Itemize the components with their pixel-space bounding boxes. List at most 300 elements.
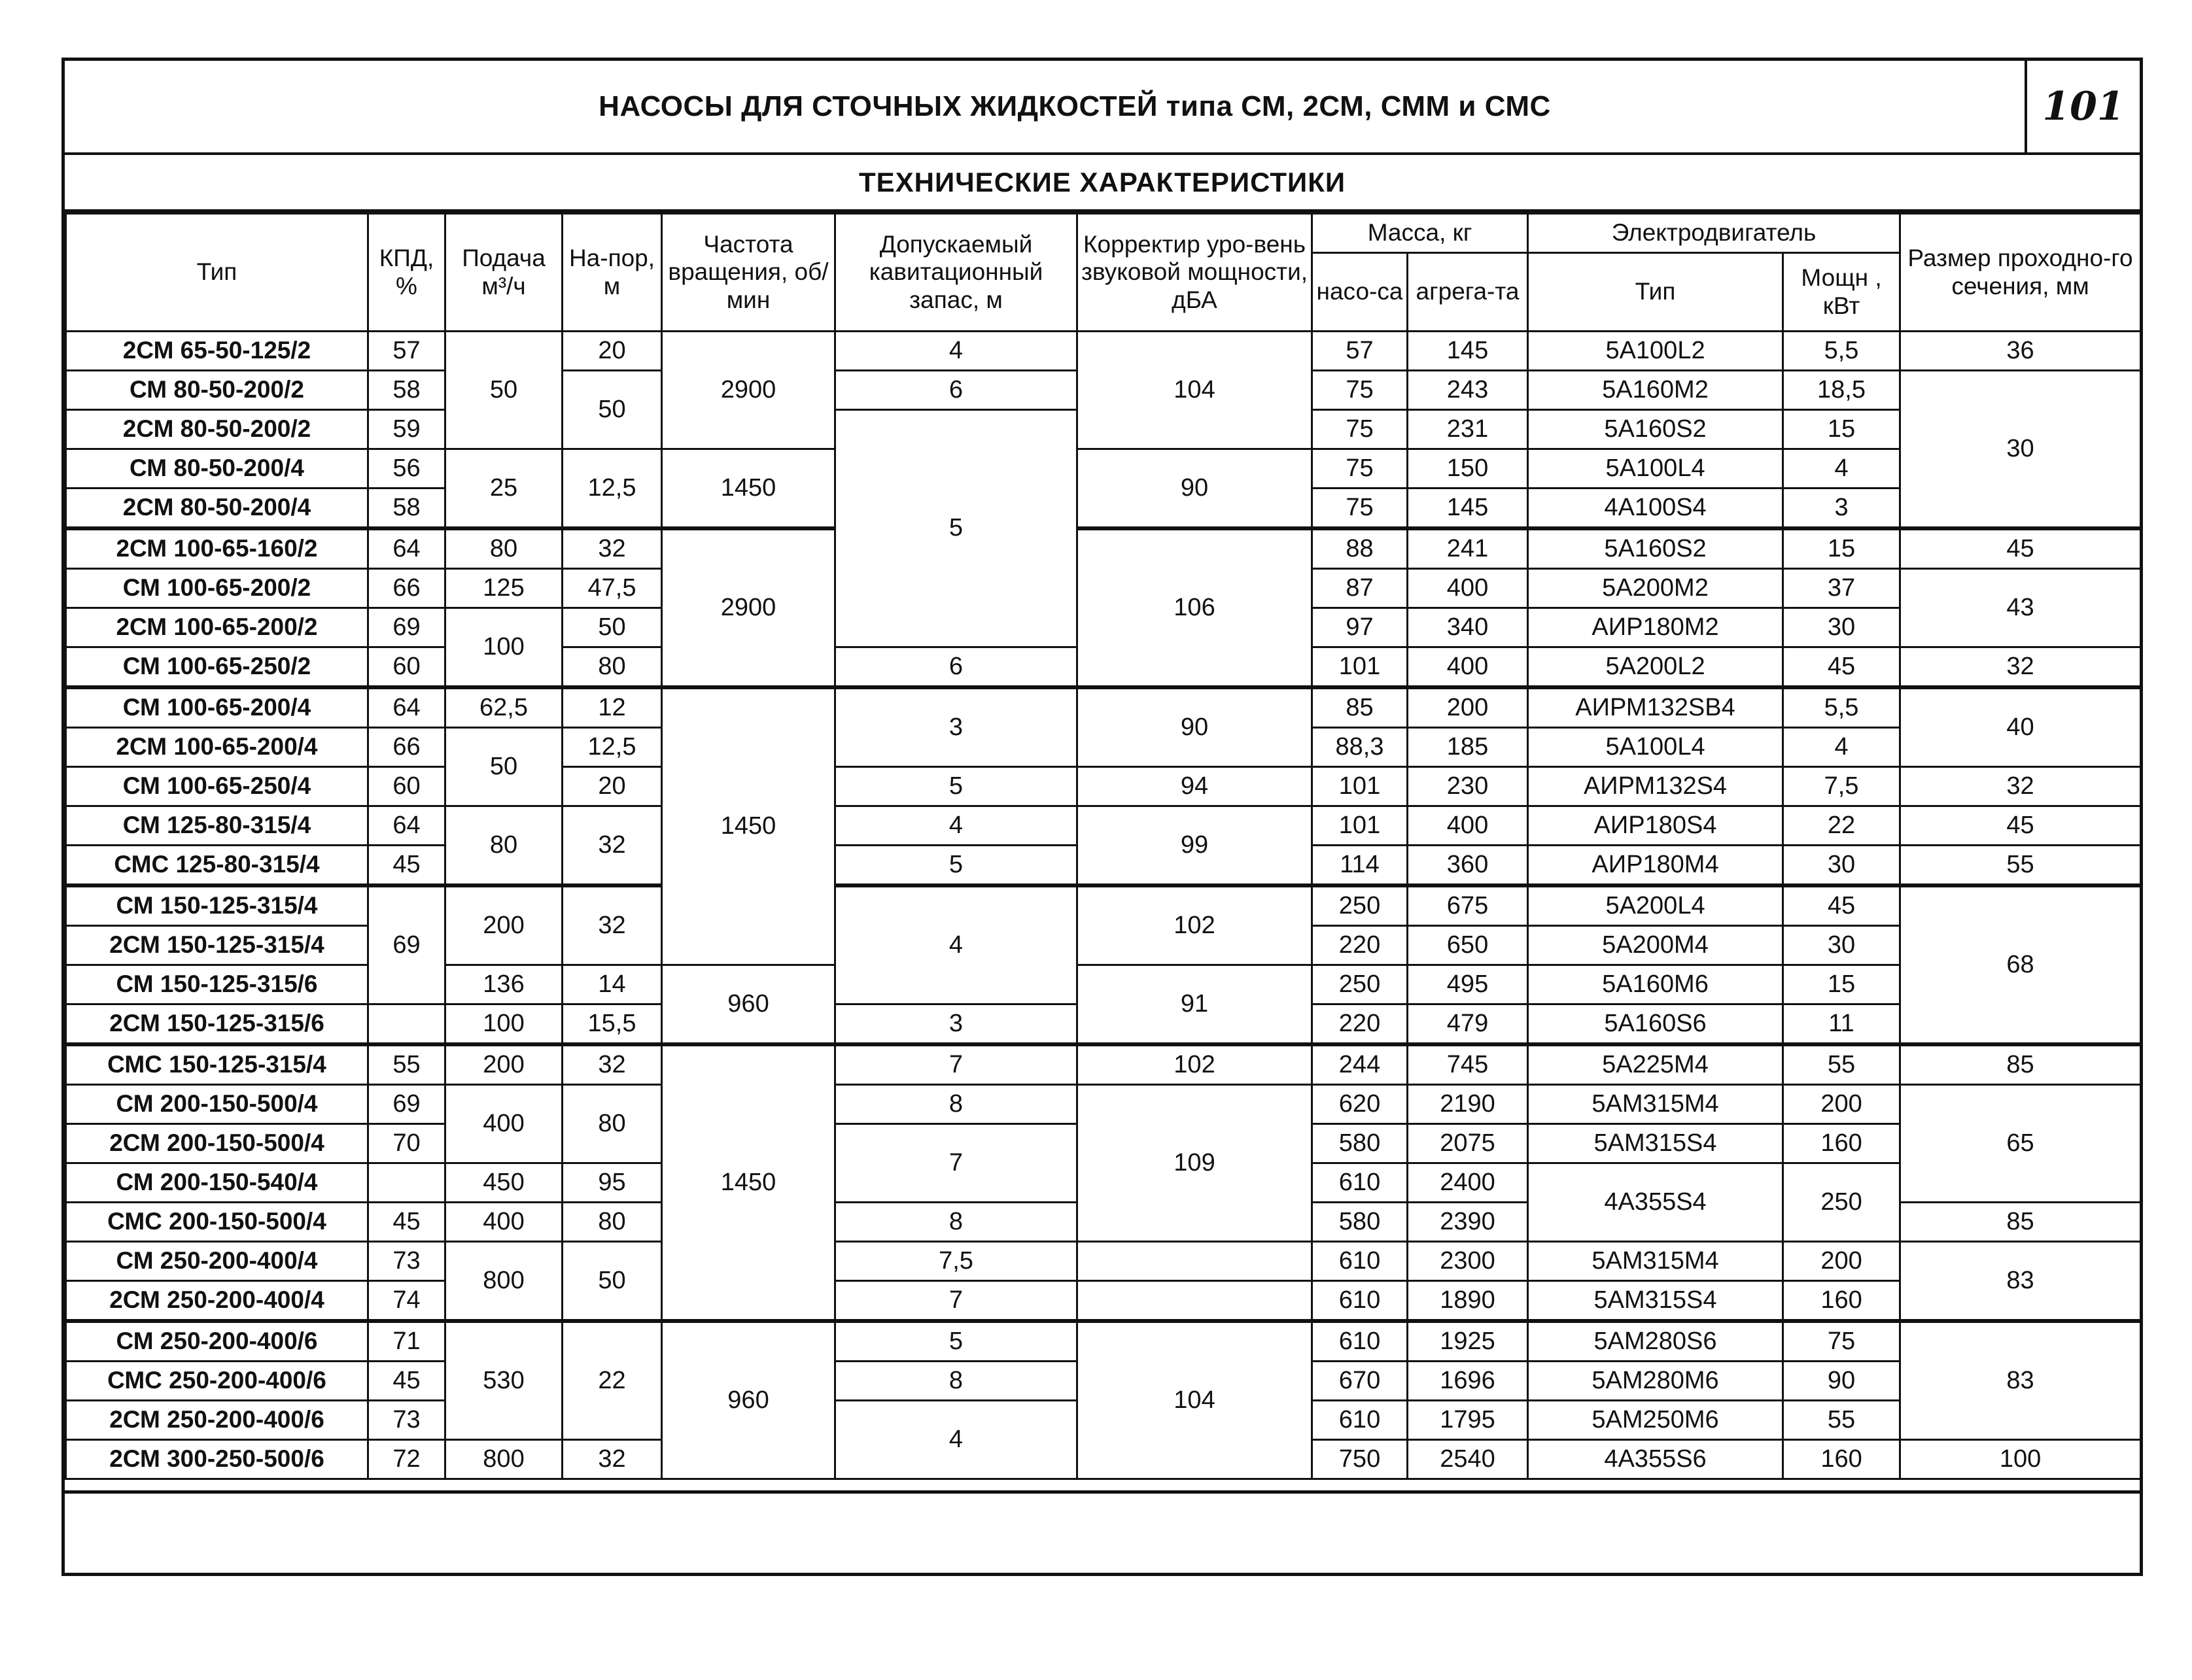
cell-npsh: 3 <box>835 687 1077 767</box>
cell-mp: 220 <box>1312 926 1408 965</box>
cell-ma: 675 <box>1408 885 1528 926</box>
table-row <box>66 767 2141 806</box>
cell-eff: 66 <box>368 728 445 767</box>
cell-ma: 241 <box>1408 528 1528 569</box>
cell-ma: 400 <box>1408 647 1528 688</box>
cell-type: 2СМ 80-50-200/2 <box>66 410 368 449</box>
cell-mp: 75 <box>1312 449 1408 489</box>
cell-type: СМС 125-80-315/4 <box>66 846 368 886</box>
cell-mt: 4А100S4 <box>1528 489 1783 529</box>
cell-flow: 450 <box>445 1163 563 1203</box>
cell-sz: 36 <box>1900 332 2141 371</box>
cell-mt: 4А355S6 <box>1528 1440 1783 1479</box>
cell-ma: 400 <box>1408 569 1528 608</box>
cell-ma: 479 <box>1408 1004 1528 1045</box>
cell-pw: 90 <box>1783 1362 1900 1401</box>
cell-flow: 50 <box>445 332 563 449</box>
cell-type: СМ 100-65-250/4 <box>66 767 368 806</box>
cell-flow: 25 <box>445 449 563 529</box>
cell-eff: 60 <box>368 767 445 806</box>
cell-type: 2СМ 150-125-315/6 <box>66 1004 368 1045</box>
cell-noise: 104 <box>1077 1321 1312 1479</box>
cell-head: 50 <box>563 608 662 647</box>
cell-eff: 57 <box>368 332 445 371</box>
cell-flow: 100 <box>445 608 563 688</box>
cell-head: 32 <box>563 806 662 886</box>
cell-eff: 64 <box>368 687 445 728</box>
cell-mp: 101 <box>1312 647 1408 688</box>
cell-flow: 530 <box>445 1321 563 1440</box>
cell-mp: 580 <box>1312 1124 1408 1163</box>
cell-head: 32 <box>563 1440 662 1479</box>
cell-noise <box>1077 1242 1312 1281</box>
cell-sz: 85 <box>1900 1203 2141 1242</box>
cell-speed: 1450 <box>662 687 835 965</box>
cell-eff: 58 <box>368 489 445 529</box>
cell-head: 50 <box>563 1242 662 1322</box>
cell-type: СМС 150-125-315/4 <box>66 1044 368 1085</box>
cell-head: 22 <box>563 1321 662 1440</box>
cell-npsh: 4 <box>835 885 1077 1004</box>
cell-mp: 101 <box>1312 806 1408 846</box>
cell-npsh: 3 <box>835 1004 1077 1045</box>
cell-npsh: 5 <box>835 846 1077 886</box>
cell-mp: 75 <box>1312 489 1408 529</box>
cell-head: 50 <box>563 371 662 449</box>
table-container <box>65 213 2140 1480</box>
cell-eff: 69 <box>368 608 445 647</box>
cell-type: 2СМ 250-200-400/6 <box>66 1401 368 1440</box>
cell-type: СМ 100-65-200/4 <box>66 687 368 728</box>
cell-pw: 55 <box>1783 1044 1900 1085</box>
header-efficiency: КПД, % <box>368 214 445 332</box>
cell-sz: 55 <box>1900 846 2141 886</box>
cell-mp: 87 <box>1312 569 1408 608</box>
cell-head: 12,5 <box>563 728 662 767</box>
cell-ma: 2075 <box>1408 1124 1528 1163</box>
cell-head: 15,5 <box>563 1004 662 1045</box>
cell-eff: 74 <box>368 1281 445 1322</box>
cell-sz: 100 <box>1900 1440 2141 1479</box>
cell-mt: 5АМ315S4 <box>1528 1281 1783 1322</box>
cell-type: СМ 125-80-315/4 <box>66 806 368 846</box>
cell-ma: 745 <box>1408 1044 1528 1085</box>
cell-ma: 400 <box>1408 806 1528 846</box>
cell-pw: 200 <box>1783 1085 1900 1124</box>
cell-head: 32 <box>563 885 662 965</box>
cell-ma: 495 <box>1408 965 1528 1004</box>
header-speed: Частота вращения, об/мин <box>662 214 835 332</box>
cell-head: 20 <box>563 332 662 371</box>
footer-box <box>65 1490 2140 1573</box>
cell-eff <box>368 1163 445 1203</box>
cell-sz: 85 <box>1900 1044 2141 1085</box>
cell-eff: 64 <box>368 806 445 846</box>
table-row <box>66 885 2141 926</box>
table-row <box>66 332 2141 371</box>
cell-eff: 45 <box>368 1203 445 1242</box>
cell-ma: 1696 <box>1408 1362 1528 1401</box>
cell-speed: 1450 <box>662 1044 835 1321</box>
cell-head: 80 <box>563 1203 662 1242</box>
cell-head: 80 <box>563 1085 662 1163</box>
cell-mt: 5АМ280М6 <box>1528 1362 1783 1401</box>
cell-ma: 145 <box>1408 489 1528 529</box>
cell-type: СМ 150-125-315/6 <box>66 965 368 1004</box>
cell-npsh: 7 <box>835 1281 1077 1322</box>
cell-pw: 45 <box>1783 885 1900 926</box>
cell-noise: 102 <box>1077 885 1312 965</box>
cell-eff: 59 <box>368 410 445 449</box>
cell-eff <box>368 1004 445 1045</box>
cell-mt: 5А160S2 <box>1528 410 1783 449</box>
cell-speed: 2900 <box>662 528 835 687</box>
cell-pw: 30 <box>1783 846 1900 886</box>
cell-pw: 45 <box>1783 647 1900 688</box>
cell-eff: 73 <box>368 1401 445 1440</box>
cell-sz: 68 <box>1900 885 2141 1044</box>
table-header <box>66 214 2141 332</box>
cell-eff: 58 <box>368 371 445 410</box>
cell-type: СМС 250-200-400/6 <box>66 1362 368 1401</box>
cell-type: СМ 100-65-200/2 <box>66 569 368 608</box>
cell-mp: 580 <box>1312 1203 1408 1242</box>
cell-noise: 91 <box>1077 965 1312 1045</box>
cell-type: СМ 80-50-200/4 <box>66 449 368 489</box>
cell-speed: 960 <box>662 965 835 1045</box>
cell-mp: 85 <box>1312 687 1408 728</box>
cell-ma: 231 <box>1408 410 1528 449</box>
cell-type: СМ 150-125-315/4 <box>66 885 368 926</box>
header-flow-label: Подача <box>462 244 546 271</box>
cell-npsh: 6 <box>835 371 1077 410</box>
page-number: 101 <box>2025 61 2140 155</box>
cell-pw: 22 <box>1783 806 1900 846</box>
cell-pw: 200 <box>1783 1242 1900 1281</box>
cell-mt: 5АМ315М4 <box>1528 1242 1783 1281</box>
cell-mp: 610 <box>1312 1163 1408 1203</box>
cell-pw: 11 <box>1783 1004 1900 1045</box>
cell-type: 2СМ 65-50-125/2 <box>66 332 368 371</box>
cell-type: СМ 100-65-250/2 <box>66 647 368 688</box>
cell-eff: 45 <box>368 1362 445 1401</box>
cell-mt: 5А200М4 <box>1528 926 1783 965</box>
document-title: НАСОСЫ ДЛЯ СТОЧНЫХ ЖИДКОСТЕЙ типа СМ, 2СМ, СММ и СМС <box>65 61 2085 155</box>
cell-noise: 90 <box>1077 449 1312 529</box>
cell-mt: 5А160S6 <box>1528 1004 1783 1045</box>
cell-npsh: 7,5 <box>835 1242 1077 1281</box>
cell-npsh: 8 <box>835 1203 1077 1242</box>
cell-pw: 55 <box>1783 1401 1900 1440</box>
table-subtitle: ТЕХНИЧЕСКИЕ ХАРАКТЕРИСТИКИ <box>65 155 2140 213</box>
cell-type: СМ 250-200-400/4 <box>66 1242 368 1281</box>
cell-eff: 69 <box>368 885 445 1004</box>
cell-flow: 800 <box>445 1242 563 1322</box>
cell-mp: 670 <box>1312 1362 1408 1401</box>
cell-sz: 43 <box>1900 569 2141 647</box>
cell-mp: 101 <box>1312 767 1408 806</box>
cell-speed: 2900 <box>662 332 835 449</box>
cell-sz: 45 <box>1900 528 2141 569</box>
cell-head: 20 <box>563 767 662 806</box>
cell-noise: 102 <box>1077 1044 1312 1085</box>
cell-eff: 69 <box>368 1085 445 1124</box>
cell-noise: 104 <box>1077 332 1312 449</box>
cell-mt: 5А200L2 <box>1528 647 1783 688</box>
cell-type: СМ 200-150-540/4 <box>66 1163 368 1203</box>
cell-pw: 160 <box>1783 1281 1900 1322</box>
cell-mp: 220 <box>1312 1004 1408 1045</box>
cell-head: 95 <box>563 1163 662 1203</box>
cell-type: 2СМ 80-50-200/4 <box>66 489 368 529</box>
cell-mp: 114 <box>1312 846 1408 886</box>
cell-mp: 97 <box>1312 608 1408 647</box>
cell-ma: 340 <box>1408 608 1528 647</box>
cell-flow: 800 <box>445 1440 563 1479</box>
cell-head: 12,5 <box>563 449 662 529</box>
cell-ma: 2300 <box>1408 1242 1528 1281</box>
table-row <box>66 1321 2141 1362</box>
cell-pw: 250 <box>1783 1163 1900 1242</box>
cell-pw: 15 <box>1783 528 1900 569</box>
cell-ma: 200 <box>1408 687 1528 728</box>
cell-ma: 2190 <box>1408 1085 1528 1124</box>
header-npsh: Допускаемый кавитационный запас, м <box>835 214 1077 332</box>
cell-npsh: 5 <box>835 767 1077 806</box>
document-sheet <box>61 58 2143 1576</box>
cell-mp: 610 <box>1312 1401 1408 1440</box>
cell-sz: 45 <box>1900 806 2141 846</box>
cell-mp: 610 <box>1312 1242 1408 1281</box>
cell-pw: 4 <box>1783 728 1900 767</box>
cell-pw: 7,5 <box>1783 767 1900 806</box>
cell-noise: 109 <box>1077 1085 1312 1242</box>
cell-ma: 650 <box>1408 926 1528 965</box>
header-motor-power: Мощн , кВт <box>1783 253 1900 332</box>
cell-noise: 94 <box>1077 767 1312 806</box>
cell-mt: АИР180S4 <box>1528 806 1783 846</box>
specs-table <box>65 213 2142 1480</box>
cell-flow: 100 <box>445 1004 563 1045</box>
cell-eff: 60 <box>368 647 445 688</box>
table-row <box>66 528 2141 569</box>
cell-mt: 5А200L4 <box>1528 885 1783 926</box>
cell-mt: 5А160М6 <box>1528 965 1783 1004</box>
cell-ma: 2390 <box>1408 1203 1528 1242</box>
cell-eff: 56 <box>368 449 445 489</box>
cell-type: 2СМ 250-200-400/4 <box>66 1281 368 1322</box>
cell-noise <box>1077 1281 1312 1322</box>
cell-head: 32 <box>563 528 662 569</box>
header-flow <box>445 214 563 332</box>
header-mass: Масса, кг <box>1312 214 1528 253</box>
cell-mp: 244 <box>1312 1044 1408 1085</box>
cell-noise: 106 <box>1077 528 1312 687</box>
cell-mt: 5А200М2 <box>1528 569 1783 608</box>
cell-ma: 2540 <box>1408 1440 1528 1479</box>
cell-type: СМ 250-200-400/6 <box>66 1321 368 1362</box>
cell-eff: 55 <box>368 1044 445 1085</box>
cell-eff: 73 <box>368 1242 445 1281</box>
cell-npsh: 6 <box>835 647 1077 688</box>
cell-pw: 160 <box>1783 1440 1900 1479</box>
cell-mp: 610 <box>1312 1321 1408 1362</box>
cell-type: СМ 80-50-200/2 <box>66 371 368 410</box>
cell-flow: 125 <box>445 569 563 608</box>
cell-flow: 50 <box>445 728 563 806</box>
cell-type: 2СМ 150-125-315/4 <box>66 926 368 965</box>
cell-pw: 5,5 <box>1783 687 1900 728</box>
cell-pw: 30 <box>1783 926 1900 965</box>
cell-pw: 75 <box>1783 1321 1900 1362</box>
cell-npsh: 5 <box>835 410 1077 647</box>
cell-type: СМС 200-150-500/4 <box>66 1203 368 1242</box>
cell-pw: 37 <box>1783 569 1900 608</box>
cell-flow: 80 <box>445 806 563 886</box>
cell-pw: 5,5 <box>1783 332 1900 371</box>
cell-type: 2СМ 100-65-200/2 <box>66 608 368 647</box>
cell-flow: 400 <box>445 1203 563 1242</box>
header-flow-unit: м³/ч <box>481 272 526 300</box>
cell-pw: 30 <box>1783 608 1900 647</box>
cell-npsh: 8 <box>835 1362 1077 1401</box>
cell-mt: 4А355S4 <box>1528 1163 1783 1242</box>
cell-ma: 1925 <box>1408 1321 1528 1362</box>
cell-ma: 185 <box>1408 728 1528 767</box>
cell-speed: 960 <box>662 1321 835 1479</box>
cell-ma: 1795 <box>1408 1401 1528 1440</box>
cell-head: 32 <box>563 1044 662 1085</box>
header-head: На-пор, м <box>563 214 662 332</box>
table-row <box>66 806 2141 846</box>
table-row <box>66 1242 2141 1281</box>
cell-sz: 32 <box>1900 647 2141 688</box>
cell-eff: 45 <box>368 846 445 886</box>
cell-npsh: 4 <box>835 332 1077 371</box>
cell-npsh: 4 <box>835 1401 1077 1479</box>
header-passage: Размер проходно-го сечения, мм <box>1900 214 2141 332</box>
table-row <box>66 1085 2141 1124</box>
cell-eff: 72 <box>368 1440 445 1479</box>
table-row <box>66 1281 2141 1322</box>
table-row <box>66 687 2141 728</box>
cell-noise: 90 <box>1077 687 1312 767</box>
cell-sz: 32 <box>1900 767 2141 806</box>
cell-mp: 75 <box>1312 371 1408 410</box>
cell-npsh: 7 <box>835 1124 1077 1203</box>
cell-mt: АИРМ132S4 <box>1528 767 1783 806</box>
header-type: Тип <box>66 214 368 332</box>
cell-type: 2СМ 100-65-200/4 <box>66 728 368 767</box>
cell-mt: 5А160М2 <box>1528 371 1783 410</box>
cell-head: 47,5 <box>563 569 662 608</box>
header-motor-type: Тип <box>1528 253 1783 332</box>
cell-flow: 80 <box>445 528 563 569</box>
cell-mp: 88 <box>1312 528 1408 569</box>
header-noise: Корректир уро-вень звуковой мощности, дБА <box>1077 214 1312 332</box>
cell-flow: 62,5 <box>445 687 563 728</box>
cell-speed: 1450 <box>662 449 835 529</box>
cell-ma: 230 <box>1408 767 1528 806</box>
cell-flow: 136 <box>445 965 563 1004</box>
cell-type: 2СМ 200-150-500/4 <box>66 1124 368 1163</box>
cell-mt: 5АМ280S6 <box>1528 1321 1783 1362</box>
cell-flow: 400 <box>445 1085 563 1163</box>
cell-npsh: 7 <box>835 1044 1077 1085</box>
table-row <box>66 1044 2141 1085</box>
cell-sz: 40 <box>1900 687 2141 767</box>
cell-npsh: 8 <box>835 1085 1077 1124</box>
cell-mt: 5АМ315М4 <box>1528 1085 1783 1124</box>
table-body <box>66 332 2141 1479</box>
cell-mp: 88,3 <box>1312 728 1408 767</box>
cell-ma: 145 <box>1408 332 1528 371</box>
cell-mt: АИР180М2 <box>1528 608 1783 647</box>
cell-mt: АИРМ132SB4 <box>1528 687 1783 728</box>
cell-ma: 360 <box>1408 846 1528 886</box>
header-motor: Электродвигатель <box>1528 214 1900 253</box>
cell-pw: 160 <box>1783 1124 1900 1163</box>
cell-mt: 5А160S2 <box>1528 528 1783 569</box>
cell-ma: 243 <box>1408 371 1528 410</box>
cell-mp: 57 <box>1312 332 1408 371</box>
cell-mp: 250 <box>1312 965 1408 1004</box>
cell-eff: 71 <box>368 1321 445 1362</box>
table-row <box>66 449 2141 489</box>
cell-pw: 18,5 <box>1783 371 1900 410</box>
cell-ma: 2400 <box>1408 1163 1528 1203</box>
cell-sz: 65 <box>1900 1085 2141 1203</box>
cell-head: 12 <box>563 687 662 728</box>
cell-mp: 75 <box>1312 410 1408 449</box>
cell-mp: 620 <box>1312 1085 1408 1124</box>
cell-pw: 4 <box>1783 449 1900 489</box>
cell-pw: 15 <box>1783 965 1900 1004</box>
cell-npsh: 5 <box>835 1321 1077 1362</box>
cell-flow: 200 <box>445 1044 563 1085</box>
cell-sz: 30 <box>1900 371 2141 529</box>
cell-mp: 250 <box>1312 885 1408 926</box>
cell-sz: 83 <box>1900 1321 2141 1440</box>
cell-eff: 66 <box>368 569 445 608</box>
cell-ma: 150 <box>1408 449 1528 489</box>
cell-type: 2СМ 300-250-500/6 <box>66 1440 368 1479</box>
cell-mt: 5А100L4 <box>1528 449 1783 489</box>
cell-mp: 610 <box>1312 1281 1408 1322</box>
cell-mt: 5А100L4 <box>1528 728 1783 767</box>
cell-mt: 5А225М4 <box>1528 1044 1783 1085</box>
cell-eff: 70 <box>368 1124 445 1163</box>
cell-npsh: 4 <box>835 806 1077 846</box>
cell-type: 2СМ 100-65-160/2 <box>66 528 368 569</box>
cell-ma: 1890 <box>1408 1281 1528 1322</box>
cell-mt: 5АМ250М6 <box>1528 1401 1783 1440</box>
cell-mt: АИР180М4 <box>1528 846 1783 886</box>
cell-noise: 99 <box>1077 806 1312 886</box>
cell-eff: 64 <box>368 528 445 569</box>
cell-mp: 750 <box>1312 1440 1408 1479</box>
cell-pw: 3 <box>1783 489 1900 529</box>
header-mass-unit: агрега-та <box>1408 253 1528 332</box>
cell-pw: 15 <box>1783 410 1900 449</box>
cell-mt: 5А100L2 <box>1528 332 1783 371</box>
header-mass-pump: насо-са <box>1312 253 1408 332</box>
cell-type: СМ 200-150-500/4 <box>66 1085 368 1124</box>
cell-flow: 200 <box>445 885 563 965</box>
cell-mt: 5АМ315S4 <box>1528 1124 1783 1163</box>
cell-head: 80 <box>563 647 662 688</box>
cell-sz: 83 <box>1900 1242 2141 1322</box>
